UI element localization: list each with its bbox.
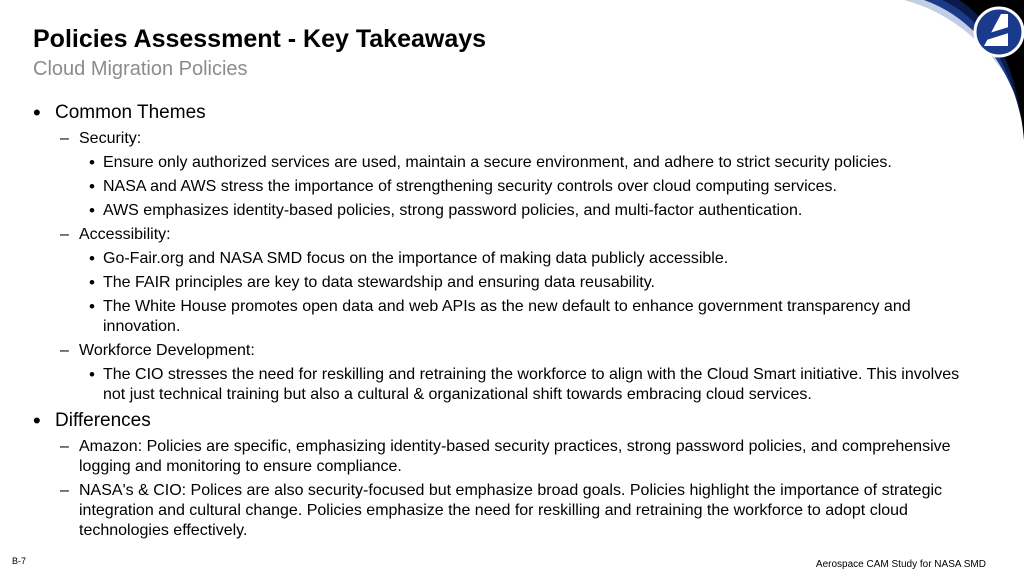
slide-subtitle: Cloud Migration Policies (33, 58, 248, 80)
sub-bullet-text: Amazon: Policies are specific, emphasizing identity-based security practices, strong password policies, and comprehensive logging and monitoring to ensure compliance. (79, 438, 951, 475)
sub-bullet-label: Workforce Development: (79, 342, 255, 359)
list-item: • The FAIR principles are key to data stewardship and ensuring data reusability. (103, 273, 983, 293)
list-item: • Go-Fair.org and NASA SMD focus on the importance of making data publicly accessible. (103, 249, 983, 269)
page-number: B-7 (12, 556, 27, 566)
list-item: • Ensure only authorized services are used, maintain a secure environment, and adhere to strict security policies. (103, 153, 983, 173)
list-item: • AWS emphasizes identity-based policies, strong password policies, and multi-factor authentication. (103, 201, 983, 221)
list-item: • The White House promotes open data and web APIs as the new default to enhance government transparency and innovation. (103, 297, 983, 337)
sub-bullet-nasa-cio: – NASA's & CIO: Polices are also security-focused but emphasize broad goals. Policies highlight the importance of strategic integration and cultural change. Policies emphasize the need for reskilling and retraining the workforce to adopt cloud technologies effectively. (60, 482, 943, 539)
slide-title: Policies Assessment - Key Takeaways (33, 25, 487, 53)
sub-bullet-amazon: – Amazon: Policies are specific, emphasizing identity-based security practices, strong password policies, and comprehensive logging and monitoring to ensure compliance. (60, 438, 951, 475)
slide-body (33, 99, 983, 545)
sub-bullet-label: Accessibility: (79, 226, 171, 243)
footer-source: Aerospace CAM Study for NASA SMD (815, 559, 986, 570)
list-item: • NASA and AWS stress the importance of strengthening security controls over cloud computing services. (103, 177, 983, 197)
list-item: • The CIO stresses the need for reskilling and retraining the workforce to align with the Cloud Smart initiative. This involves not just technical training but also a cultural & organizational shift towards embracing cloud services. (103, 365, 983, 405)
sub-bullet-label: Security: (79, 130, 142, 147)
bullet-common-themes: • Common Themes (33, 101, 983, 125)
sub-bullet-security: – Security: (60, 130, 142, 147)
bullet-differences: • Differences (33, 409, 983, 433)
sub-bullet-accessibility: – Accessibility: (60, 226, 171, 243)
sub-bullet-text: NASA's & CIO: Polices are also security-focused but emphasize broad goals. Policies highlight the importance of strategic integration and cultural change. Policies emphasize the need for reskilling and retraining the workforce to adopt cloud technologies effectively. (79, 482, 943, 539)
sub-bullet-workforce: – Workforce Development: (60, 342, 255, 359)
